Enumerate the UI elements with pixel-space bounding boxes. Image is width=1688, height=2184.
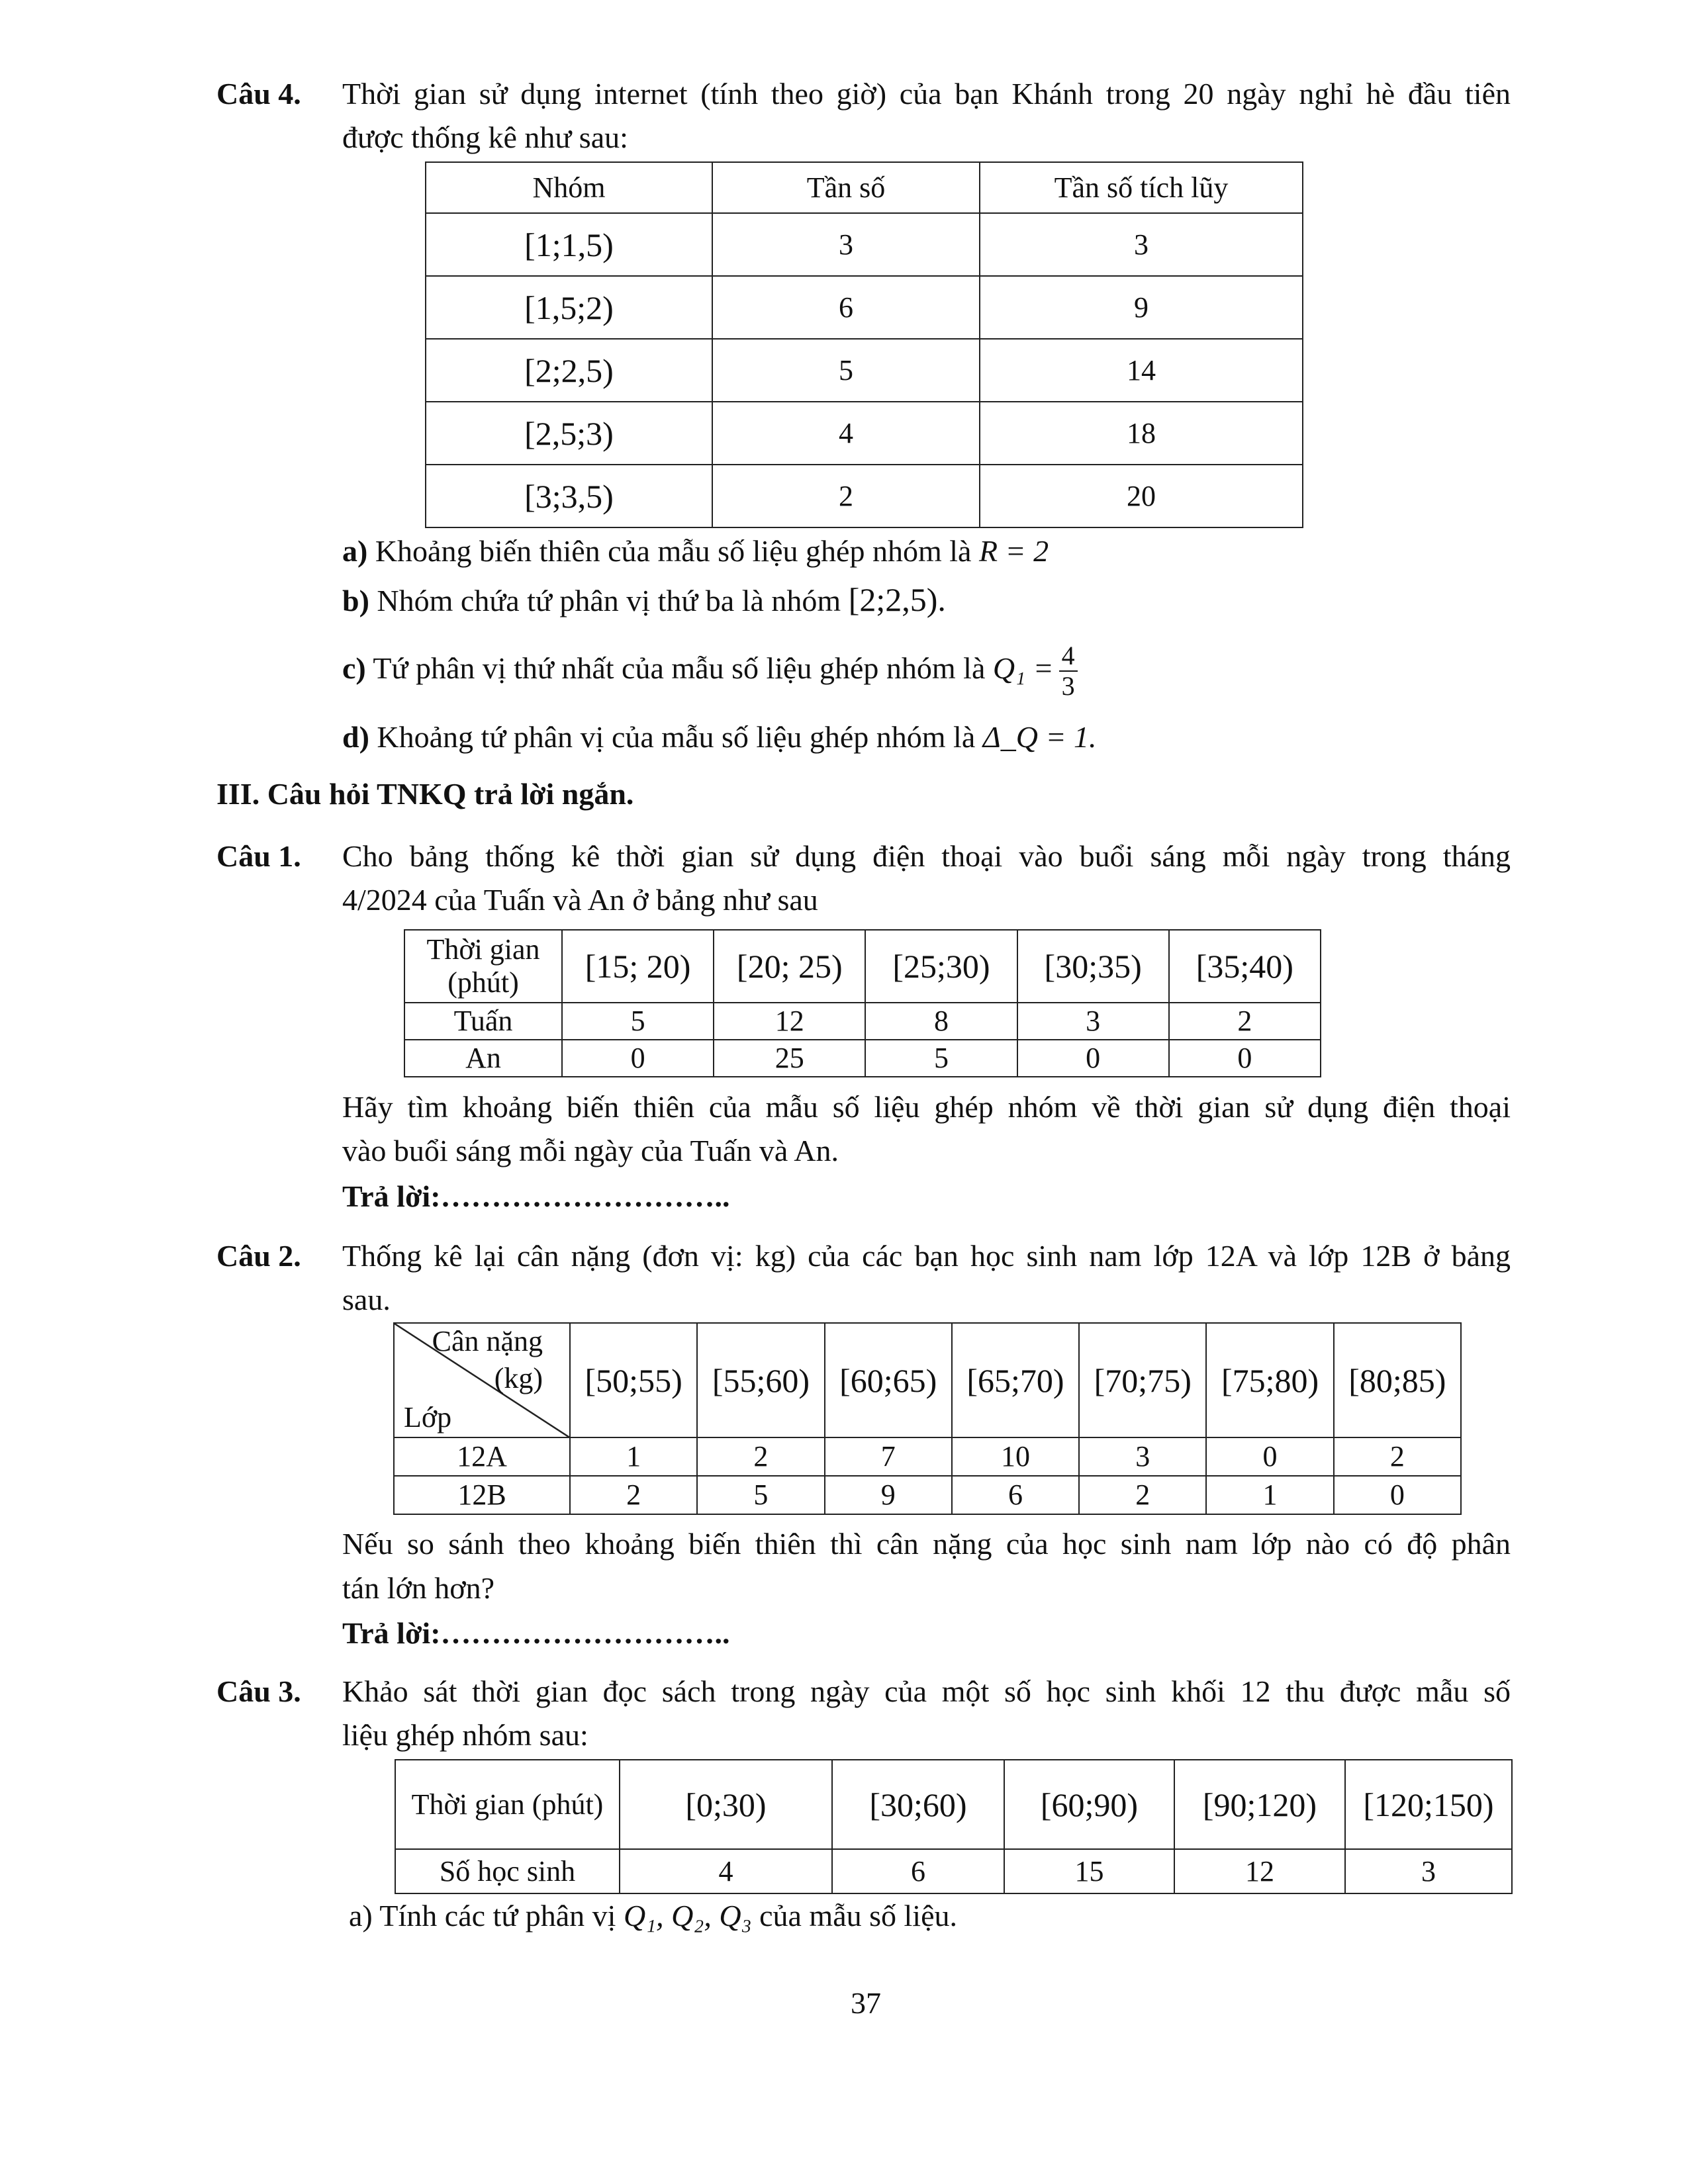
option-c: c) Tứ phân vị thứ nhất của mẫu số liệu ghép nhóm là Q₁ = $\frac{4}{3}$ [342,635,1078,702]
sub-question-a: a) Tính các tứ phân vị Q₁, Q₂, Q₃ của mẫu số liệu. [349,1899,958,1933]
question-text: được thống kê như sau: [342,120,628,154]
header-cell: Tần số tích lũy [980,162,1303,213]
question-text: Thống kê lại cân nặng (đơn vị: kg) của các bạn học sinh nam lớp 12A và lớp 12B ở bảng [342,1239,1511,1273]
weight-table [393,1322,1462,1515]
table-cell: 18 [980,402,1303,465]
table-cell: 12 [714,1003,865,1040]
answer-line: Trả lời:……………………….. [342,1179,730,1213]
question-label: Câu 2. [216,1239,301,1273]
table-row [394,1476,1461,1514]
question-text: liệu ghép nhóm sau: [342,1718,588,1752]
table-cell: [30;60) [832,1760,1004,1849]
table-cell: 6 [952,1476,1079,1514]
table-cell: 10 [952,1437,1079,1476]
table-cell: [50;55) [570,1323,697,1437]
option-a: a) Khoảng biến thiên của mẫu số liệu ghép nhóm là R = 2 [342,534,1049,568]
table-row [426,402,1303,465]
table-cell: 2 [1169,1003,1321,1040]
question-label: Câu 1. [216,839,301,873]
table-cell: [25;30) [865,930,1017,1003]
question-text: tán lớn hơn? [342,1571,495,1605]
page-number: 37 [851,1986,881,2020]
question-text: Khảo sát thời gian đọc sách trong ngày của một số học sinh khối 12 thu được mẫu số [342,1674,1511,1708]
table-row [395,1760,1512,1849]
table-cell: 1 [570,1437,697,1476]
table-cell: 2 [1079,1476,1206,1514]
option-b: b) Nhóm chứa tứ phân vị thứ ba là nhóm [2;2,5). [342,581,946,618]
frequency-table [425,161,1303,528]
table-row [395,1849,1512,1893]
table-cell: 3 [1079,1437,1206,1476]
header-cell: Tần số [712,162,980,213]
table-cell: 2 [697,1437,824,1476]
question-text: 4/2024 của Tuấn và An ở bảng như sau [342,883,818,917]
reading-time-table [395,1759,1513,1894]
table-cell: [2,5;3) [426,402,712,465]
table-row [426,213,1303,276]
table-cell: [35;40) [1169,930,1321,1003]
table-row [404,930,1321,1003]
question-text: vào buổi sáng mỗi ngày của Tuấn và An. [342,1134,839,1167]
table-row [426,465,1303,527]
table-cell: [65;70) [952,1323,1079,1437]
table-cell: [30;35) [1017,930,1169,1003]
table-cell: 3 [980,213,1303,276]
table-cell: Thời gian (phút) [395,1760,620,1849]
table-cell: Số học sinh [395,1849,620,1893]
table-cell: 2 [570,1476,697,1514]
table-cell: 5 [697,1476,824,1514]
question-text: Hãy tìm khoảng biến thiên của mẫu số liệu ghép nhóm về thời gian sử dụng điện thoại [342,1090,1511,1124]
question-text: Nếu so sánh theo khoảng biến thiên thì cân nặng của học sinh nam lớp nào có độ phân [342,1527,1511,1561]
table-cell: Thời gian (phút) [404,930,562,1003]
question-label: Câu 4. [216,77,301,111]
table-cell: [1,5;2) [426,276,712,339]
table-cell: 0 [1334,1476,1461,1514]
diagonal-header-cell: Cân nặng (kg) Lớp [394,1323,570,1437]
table-row [404,1003,1321,1040]
table-cell: [15; 20) [562,930,714,1003]
table-row [394,1437,1461,1476]
table-cell: 4 [620,1849,832,1893]
phone-usage-table [404,929,1321,1077]
table-cell: 5 [865,1040,1017,1077]
table-cell: 0 [1169,1040,1321,1077]
table-cell: [55;60) [697,1323,824,1437]
table-cell: 14 [980,339,1303,402]
table-cell: 4 [712,402,980,465]
table-cell: Tuấn [404,1003,562,1040]
header-cell: Nhóm [426,162,712,213]
table-cell: 12 [1174,1849,1345,1893]
table-cell: [60;90) [1004,1760,1174,1849]
table-cell: [20; 25) [714,930,865,1003]
table-cell: 15 [1004,1849,1174,1893]
table-cell: 6 [712,276,980,339]
table-row [426,339,1303,402]
table-cell: [0;30) [620,1760,832,1849]
table-cell: 12A [394,1437,570,1476]
table-cell: 9 [980,276,1303,339]
table-cell: 12B [394,1476,570,1514]
table-cell: 5 [712,339,980,402]
table-cell: 20 [980,465,1303,527]
table-cell: [60;65) [825,1323,952,1437]
table-cell: 0 [1206,1437,1333,1476]
table-cell: 6 [832,1849,1004,1893]
table-cell: [70;75) [1079,1323,1206,1437]
table-cell: 8 [865,1003,1017,1040]
table-cell: An [404,1040,562,1077]
answer-line: Trả lời:……………………….. [342,1616,730,1650]
table-row [426,276,1303,339]
table-cell: 3 [712,213,980,276]
option-d: d) Khoảng tứ phân vị của mẫu số liệu ghép nhóm là Δ_Q = 1. [342,720,1097,754]
table-cell: [75;80) [1206,1323,1333,1437]
question-text: Thời gian sử dụng internet (tính theo giờ) của bạn Khánh trong 20 ngày nghỉ hè đầu tiên [342,77,1511,111]
table-cell: 7 [825,1437,952,1476]
table-cell: 3 [1017,1003,1169,1040]
table-cell: 5 [562,1003,714,1040]
question-label: Câu 3. [216,1674,301,1708]
table-cell: 0 [562,1040,714,1077]
section-heading: III. Câu hỏi TNKQ trả lời ngắn. [216,777,634,811]
question-text: sau. [342,1283,391,1316]
table-cell: 3 [1345,1849,1512,1893]
fraction: $\frac{4}{3}$ [1059,641,1078,701]
table-cell: 2 [1334,1437,1461,1476]
table-cell: 25 [714,1040,865,1077]
table-cell: [3;3,5) [426,465,712,527]
question-text: Cho bảng thống kê thời gian sử dụng điện thoại vào buổi sáng mỗi ngày trong tháng [342,839,1511,873]
table-cell: 9 [825,1476,952,1514]
table-cell: 0 [1017,1040,1169,1077]
table-row [404,1040,1321,1077]
table-cell: [80;85) [1334,1323,1461,1437]
table-cell: [1;1,5) [426,213,712,276]
table-cell: 2 [712,465,980,527]
table-cell: [90;120) [1174,1760,1345,1849]
table-cell: 1 [1206,1476,1333,1514]
table-cell: [2;2,5) [426,339,712,402]
table-cell: [120;150) [1345,1760,1512,1849]
